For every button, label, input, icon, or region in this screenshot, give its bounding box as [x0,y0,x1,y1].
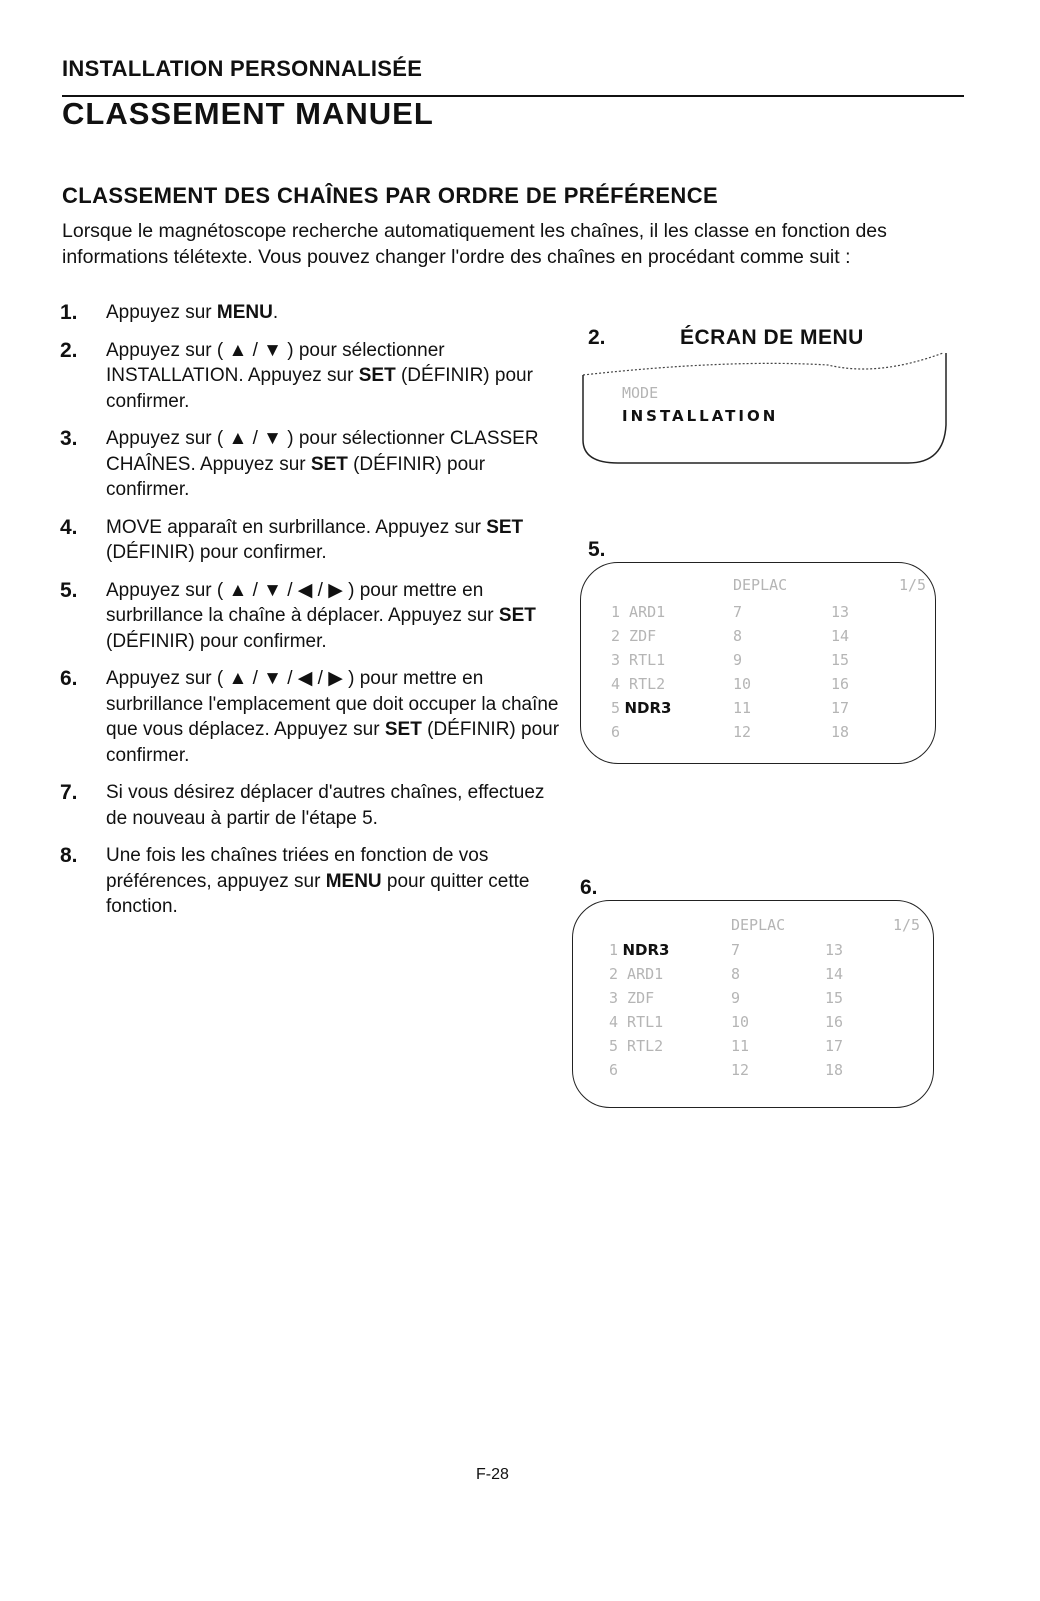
steps-list [60,300,560,932]
channel-slot: 2 ARD1 [609,965,664,983]
channel-slot-highlighted [609,941,669,960]
channel-slot: 12 [731,1061,750,1079]
step-number: 2. [60,338,78,362]
channel-slot: 13 [831,603,850,621]
step-text: Une fois les chaînes triées en fonction de vos préférences, appuyez sur [106,845,489,892]
move-screen-step6 [572,900,934,1108]
step-number: 8. [60,844,78,867]
key-label: SET [384,719,422,740]
step-item [60,666,560,768]
move-screen-step5 [580,562,936,764]
channel-slot: 4 RTL1 [609,1013,664,1031]
step-item [60,843,560,920]
key-label: SET [498,605,536,626]
step-item [60,780,560,831]
channel-slot: 10 [731,1013,750,1031]
step-item [60,338,560,415]
channel-slot: 6 [611,723,621,741]
step-item [60,515,560,566]
slot-number: 5 [611,699,621,717]
step-text-after: (DÉFINIR) pour confirmer. [106,542,327,563]
channel-slot: 3 RTL1 [611,651,666,669]
move-header: DEPLAC [733,576,788,594]
channel-slot: 8 [733,627,743,645]
step-item [60,426,560,503]
figure-6-number: 6. [580,876,598,899]
channel-slot: 5 RTL2 [609,1037,664,1055]
channel-slot: 1 ARD1 [611,603,666,621]
channel-slot: 3 ZDF [609,989,655,1007]
slot-number: 1 [609,941,619,959]
channel-slot: 11 [733,699,752,717]
channel-slot: 11 [731,1037,750,1055]
channel-slot: 7 [731,941,741,959]
step-number: 3. [60,427,78,450]
step-text-after: . [272,302,279,323]
channel-slot: 15 [831,651,850,669]
channel-slot: 18 [831,723,850,741]
channel-slot: 17 [825,1037,844,1055]
step-number: 4. [60,515,78,539]
channel-slot: 8 [731,965,741,983]
step-text-after: (DÉFINIR) pour confirmer. [106,453,486,500]
step-text: Appuyez sur ( ▲ / ▼ / ◀ / ▶ ) pour mettre en surbrillance l'emplacement que doit occuper la chaîne que vous déplacez. Appuyez sur [106,668,559,740]
step-text: Appuyez sur [106,302,217,323]
step-item [60,578,560,655]
channel-slot: 17 [831,699,850,717]
page-indicator: 1/5 [899,576,927,594]
step-number: 7. [60,781,78,804]
key-label: SET [358,365,396,386]
step-text-after: (DÉFINIR) pour confirmer. [106,719,560,766]
key-label: SET [310,453,348,475]
section-heading: CLASSEMENT DES CHAÎNES PAR ORDRE DE PRÉFÉRENCE [62,183,719,208]
key-label: MENU [325,870,382,892]
move-header: DEPLAC [731,916,786,934]
page-indicator: 1/5 [893,916,921,934]
intro-paragraph: Lorsque le magnétoscope recherche automatiquement les chaînes, il les classe en fonction des informations télétexte. Vous pouvez changer l'ordre des chaînes en procédant comme suit : [62,220,887,268]
channel-slot: 16 [825,1013,844,1031]
step-item [60,300,560,326]
step-text: MOVE apparaît en surbrillance. Appuyez sur [106,516,487,538]
channel-slot: 12 [733,723,752,741]
channel-slot: 14 [825,965,844,983]
step-number: 5. [60,578,78,602]
step-number: 6. [60,667,78,690]
channel-slot: 4 RTL2 [611,675,666,693]
channel-slot: 6 [609,1061,619,1079]
channel-slot: 9 [733,651,743,669]
figure-2-title: ÉCRAN DE MENU [680,326,864,349]
channel-slot: 18 [825,1061,844,1079]
menu-mode-label: MODE [622,384,659,402]
menu-installation-label: INSTALLATION [622,407,779,425]
step-text-after: (DÉFINIR) pour confirmer. [106,630,327,652]
page-title: CLASSEMENT MANUEL [62,96,434,131]
step-text-after: (DÉFINIR) pour confirmer. [106,365,533,412]
channel-slot: 10 [733,675,752,693]
channel-slot: 2 ZDF [611,627,657,645]
figure-5-number: 5. [588,538,606,561]
channel-slot: 16 [831,675,850,693]
channel-slot: 7 [733,603,743,621]
step-text: Si vous désirez déplacer d'autres chaînes, effectuez de nouveau à partir de l'étape 5. [106,782,545,829]
key-label: MENU [216,302,273,323]
page-number: F-28 [476,1466,509,1483]
channel-slot-highlighted [611,699,671,718]
channel-slot: 9 [731,989,741,1007]
step-text: Appuyez sur ( ▲ / ▼ ) pour sélectionner CLASSER CHAÎNES. Appuyez sur [106,428,539,475]
highlighted-channel: NDR3 [624,699,672,717]
channel-slot: 14 [831,627,850,645]
highlighted-channel: NDR3 [622,941,670,959]
key-label: SET [486,516,524,538]
figure-2-number: 2. [588,326,606,349]
step-text: Appuyez sur ( ▲ / ▼ ) pour sélectionner INSTALLATION. Appuyez sur [106,339,445,386]
step-number: 1. [60,301,78,324]
channel-slot: 15 [825,989,844,1007]
step-text-after: pour quitter cette fonction. [106,870,530,917]
section-label: INSTALLATION PERSONNALISÉE [62,56,423,81]
step-text: Appuyez sur ( ▲ / ▼ / ◀ / ▶ ) pour mettre en surbrillance la chaîne à déplacer. Appuyez sur [106,579,499,626]
channel-slot: 13 [825,941,844,959]
